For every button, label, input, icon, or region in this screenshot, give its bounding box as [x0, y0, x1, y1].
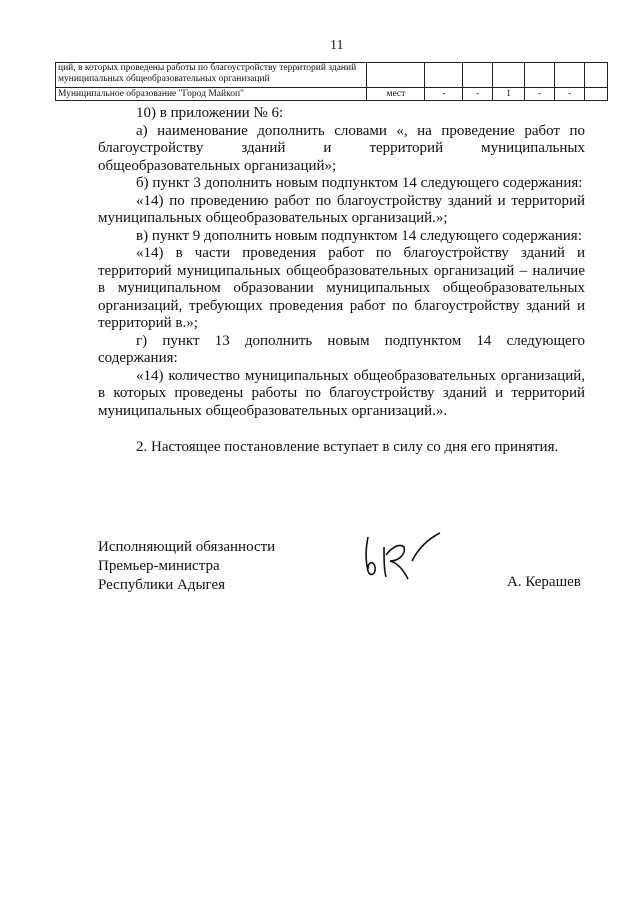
- table-cell: [425, 63, 463, 88]
- table-cell: -: [425, 88, 463, 101]
- data-table: [55, 62, 608, 101]
- page-number: 11: [330, 38, 344, 53]
- table-cell-label: Муниципальное образование "Город Майкоп": [56, 88, 367, 101]
- table-cell: 1: [493, 88, 525, 101]
- table-cell-unit: мест: [367, 88, 425, 101]
- signatory-title: [98, 538, 275, 595]
- paragraph: «14) в части проведения работ по благоустройству зданий и территорий муниципальных общеобразовательных организаций – наличие в муниципальном образовании муниципальных общеобразовательных организаций, требующих проведения работ по благоустройству зданий и территорий в.»;: [98, 245, 585, 331]
- table-cell: -: [555, 88, 585, 101]
- table-cell: [525, 63, 555, 88]
- table-cell: [463, 63, 493, 88]
- paragraph: в) пункт 9 дополнить новым подпунктом 14 следующего содержания:: [136, 227, 582, 244]
- table-cell-label: ций, в которых проведены работы по благоустройству территорий зданий муниципальных общеобразовательных организаций: [56, 63, 367, 88]
- signatory-name: А. Керашев: [507, 574, 581, 590]
- table-cell: [493, 63, 525, 88]
- table-cell: [367, 63, 425, 88]
- handwritten-signature: [360, 525, 450, 585]
- paragraph: «14) по проведению работ по благоустройству зданий и территорий муниципальных общеобразовательных организаций.»;: [98, 192, 585, 226]
- paragraph-final: 2. Настоящее постановление вступает в силу со дня его принятия.: [136, 439, 559, 455]
- table-cell: -: [525, 88, 555, 101]
- paragraph: «14) количество муниципальных общеобразовательных организаций, в которых проведены работы по благоустройству зданий и территорий муниципальных общеобразовательных организаций.».: [98, 367, 585, 419]
- paragraph: а) наименование дополнить словами «, на проведение работ по благоустройству зданий и территорий муниципальных общеобразовательных организаций»;: [98, 122, 585, 174]
- table-cell: -: [463, 88, 493, 101]
- signatory-title-line: Премьер-министра: [98, 558, 220, 574]
- table-cell: [555, 63, 585, 88]
- signatory-title-line: Исполняющий обязанности: [98, 539, 276, 555]
- table-row: [56, 63, 608, 88]
- paragraph: б) пункт 3 дополнить новым подпунктом 14 следующего содержания:: [136, 175, 583, 191]
- document-body: [98, 105, 585, 457]
- signatory-title-line: Республики Адыгея: [98, 577, 226, 593]
- paragraph: 10) в приложении № 6:: [136, 105, 284, 121]
- table-cell: [585, 88, 608, 101]
- paragraph: г) пункт 13 дополнить новым подпунктом 14 следующего содержания:: [98, 332, 585, 366]
- table-row: [56, 88, 608, 101]
- table-cell: [585, 63, 608, 88]
